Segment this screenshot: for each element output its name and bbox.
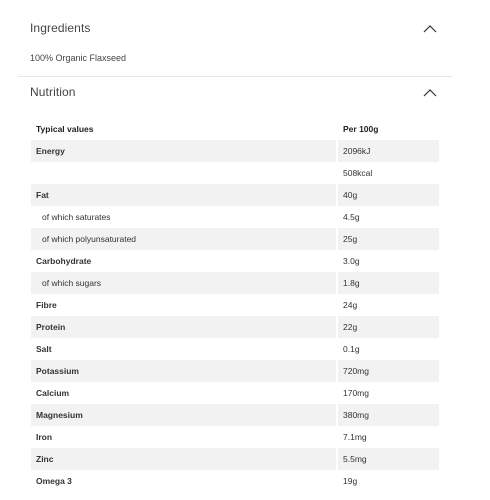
nutrient-value: 380mg [336, 404, 439, 426]
nutrient-name: of which sugars [31, 272, 336, 294]
nutrient-name: Fibre [36, 300, 57, 310]
ingredients-accordion-header[interactable] [30, 16, 450, 40]
nutrient-name: Omega 3 [36, 476, 72, 486]
header-per-100g: Per 100g [336, 118, 439, 140]
nutrient-value: 4.5g [336, 206, 439, 228]
table-row [31, 448, 439, 470]
nutrient-value: 1.8g [336, 272, 439, 294]
chevron-up-icon[interactable] [422, 20, 438, 36]
section-divider [18, 76, 452, 77]
nutrient-name [31, 162, 336, 184]
table-row [31, 426, 439, 448]
nutrient-name: Iron [36, 432, 53, 442]
nutrient-value: 40g [336, 184, 439, 206]
nutrient-value: 3.0g [336, 250, 439, 272]
table-row [31, 162, 439, 184]
nutrient-value: 720mg [336, 360, 439, 382]
nutrition-table-header [31, 118, 439, 140]
table-row [31, 404, 439, 426]
table-row [31, 184, 439, 206]
nutrient-name: Zinc [31, 448, 336, 470]
table-row [31, 316, 439, 338]
nutrient-name: Potassium [31, 360, 336, 382]
ingredients-title: Ingredients [30, 21, 91, 35]
nutrient-value: 25g [336, 228, 439, 250]
nutrient-name: Protein [31, 316, 336, 338]
table-row [31, 228, 439, 250]
table-row [31, 382, 439, 404]
table-row [31, 470, 439, 492]
table-row [31, 294, 439, 316]
table-row [31, 360, 439, 382]
nutrient-name: of which saturates [42, 212, 111, 222]
nutrient-value: 0.1g [336, 338, 439, 360]
nutrient-value: 2096kJ [336, 140, 439, 162]
nutrient-name: Carbohydrate [36, 256, 92, 266]
table-row [31, 250, 439, 272]
nutrition-accordion-header[interactable] [30, 80, 450, 104]
table-row [31, 338, 439, 360]
table-row [31, 140, 439, 162]
ingredients-text: 100% Organic Flaxseed [30, 53, 127, 63]
nutrient-value: 7.1mg [336, 426, 439, 448]
nutrient-value: 19g [336, 470, 439, 492]
nutrition-table [31, 118, 439, 492]
nutrient-name: Salt [36, 344, 52, 354]
nutrient-name: of which polyunsaturated [31, 228, 336, 250]
nutrient-value: 170mg [336, 382, 439, 404]
nutrient-name: Fat [31, 184, 336, 206]
nutrient-value: 22g [336, 316, 439, 338]
table-row [31, 206, 439, 228]
nutrient-value: 508kcal [336, 162, 439, 184]
chevron-up-icon[interactable] [422, 84, 438, 100]
nutrient-value: 24g [336, 294, 439, 316]
nutrient-name: Magnesium [31, 404, 336, 426]
nutrient-value: 5.5mg [336, 448, 439, 470]
nutrient-name: Calcium [36, 388, 70, 398]
nutrient-name: Energy [31, 140, 336, 162]
nutrition-title: Nutrition [30, 85, 76, 99]
header-typical-values: Typical values [36, 124, 94, 134]
table-row [31, 272, 439, 294]
